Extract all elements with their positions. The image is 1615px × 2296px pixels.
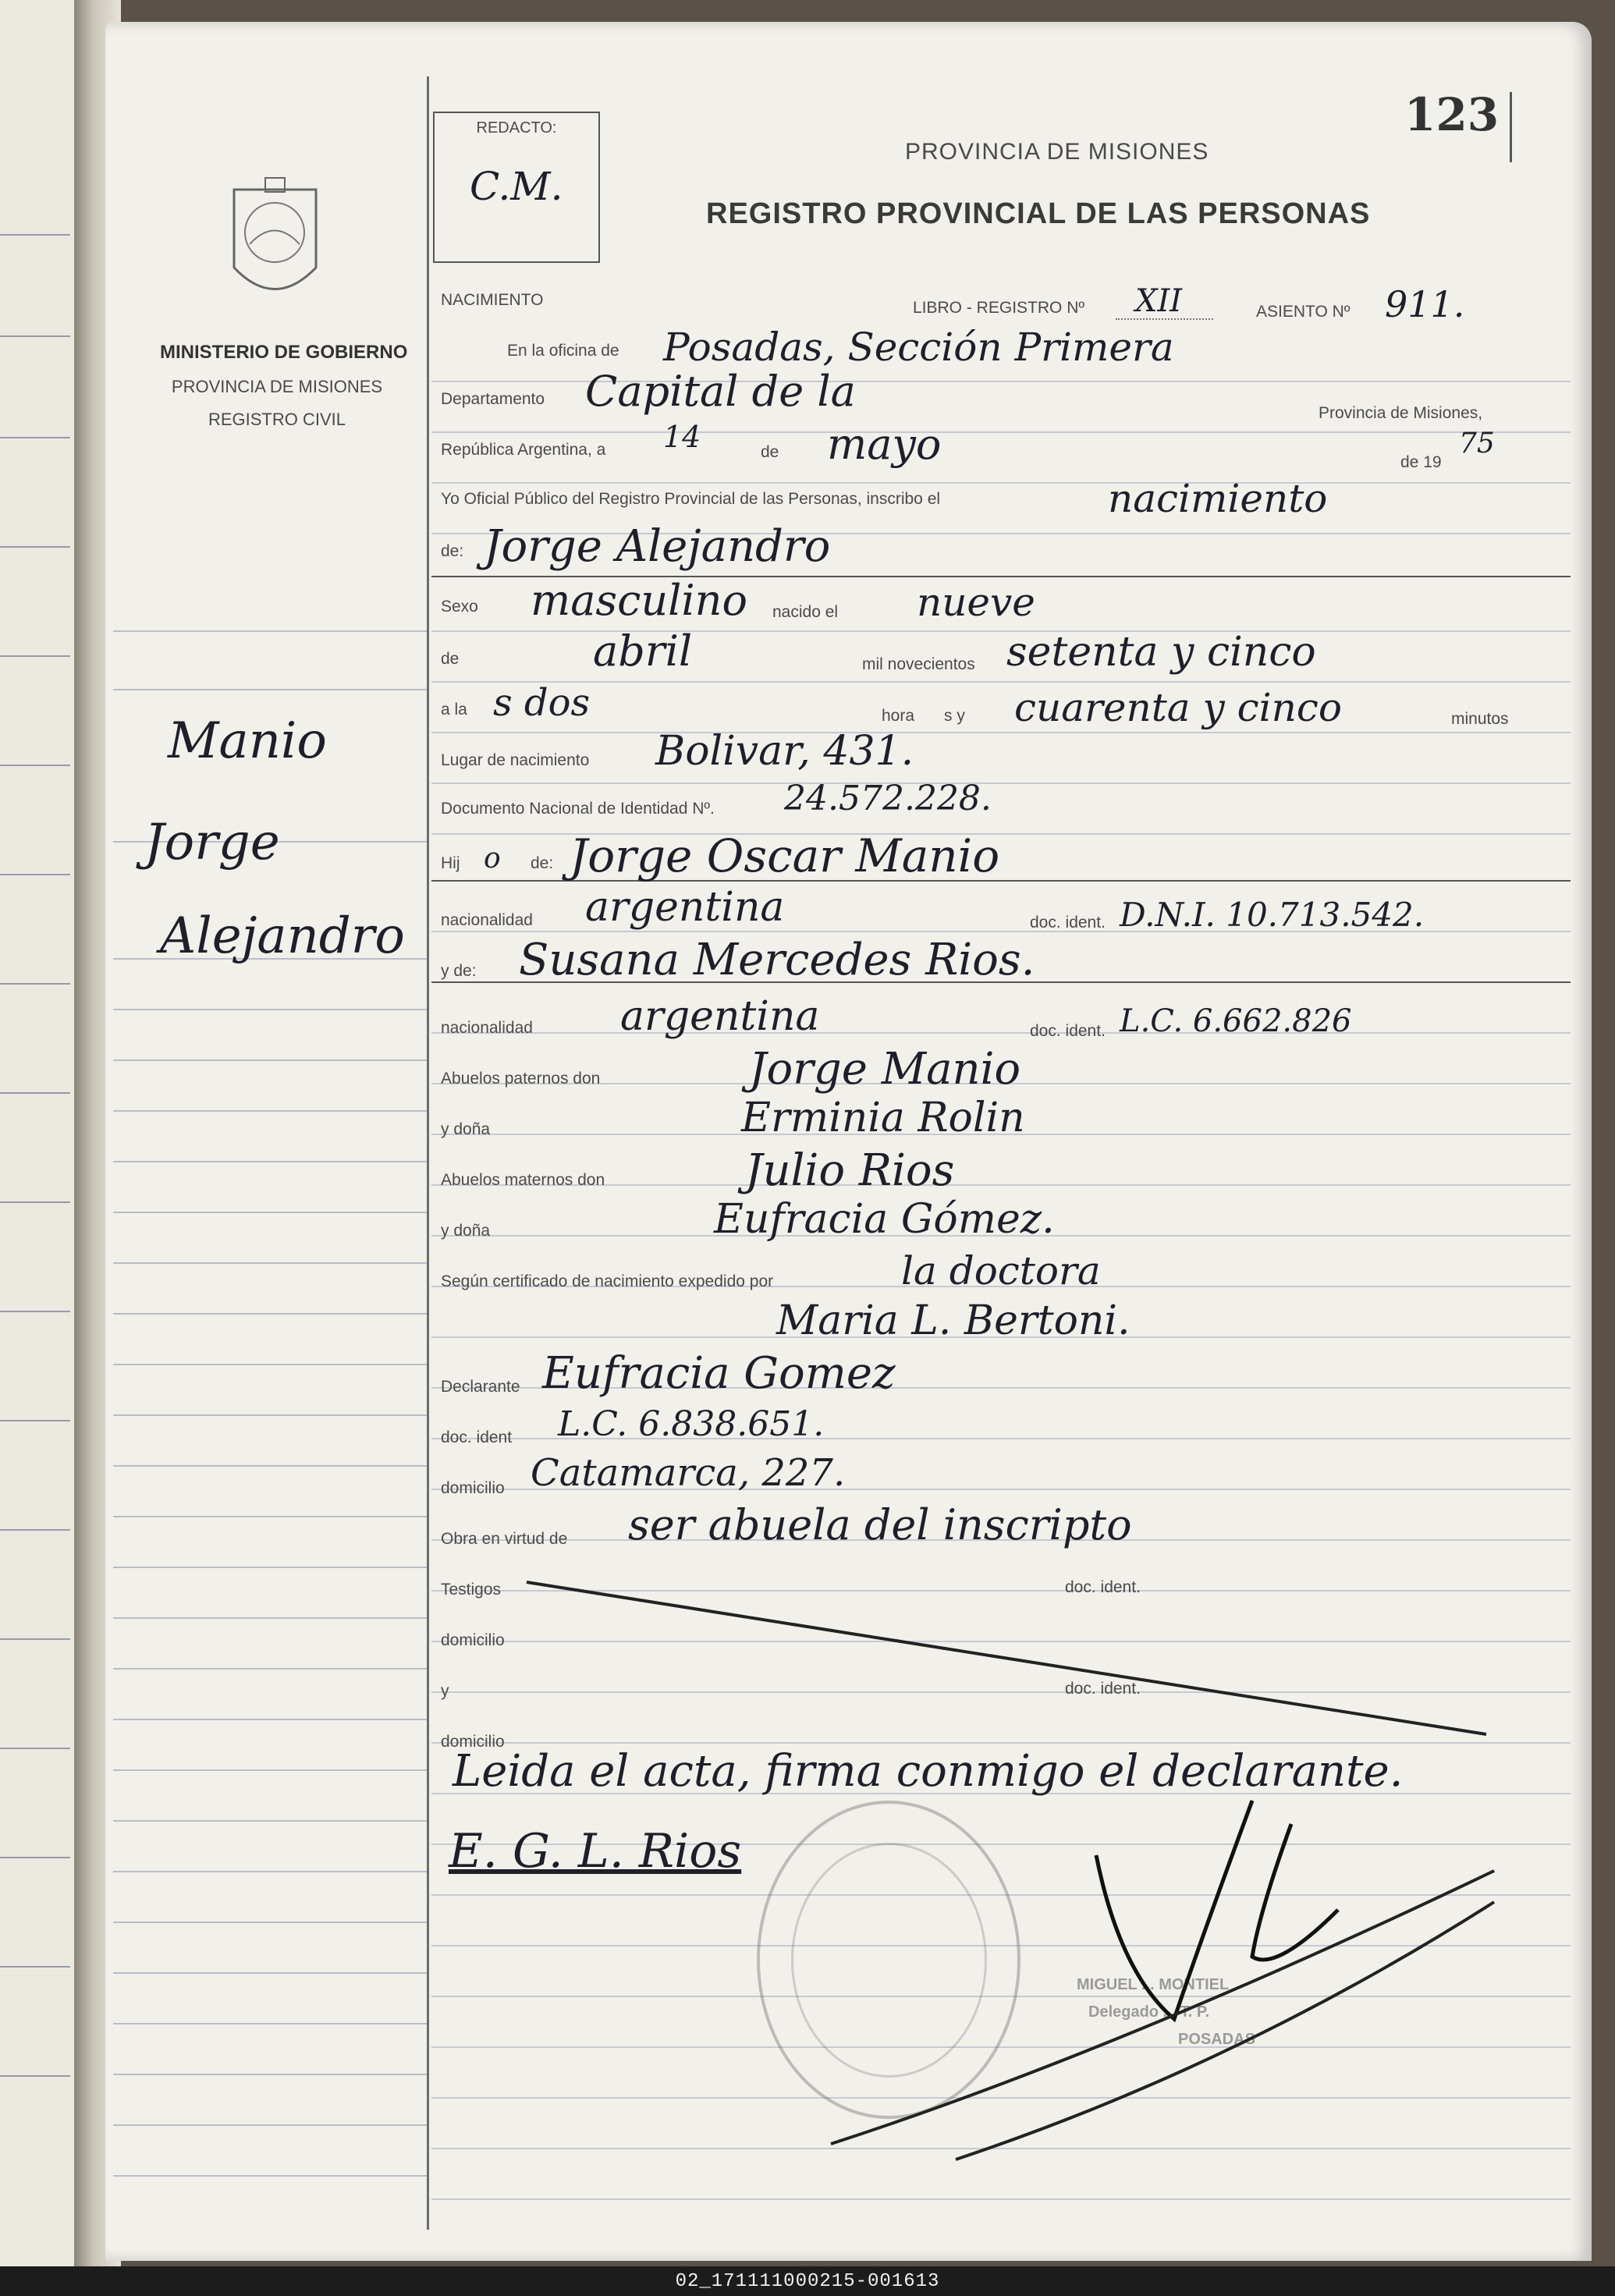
maternal-grandmother-label: y doña xyxy=(441,1222,491,1240)
previous-page-edge xyxy=(0,0,76,2266)
folio-number: 123 xyxy=(1404,88,1500,141)
oficina-value: Posadas, Sección Primera xyxy=(663,325,1174,370)
declarante-address: Catamarca, 227. xyxy=(531,1451,846,1495)
declarante-address-label: domicilio xyxy=(441,1479,505,1497)
certificate-issuer: la doctora xyxy=(901,1248,1101,1293)
birth-month-2: abril xyxy=(593,626,693,676)
departamento-label: Departamento xyxy=(441,390,545,408)
image-id-caption: 02_171111000215-001613 xyxy=(675,2271,940,2292)
birth-day: 14 xyxy=(663,420,701,454)
declarante-name: Eufracia Gomez xyxy=(542,1348,896,1399)
hijo-suffix: o xyxy=(484,843,501,875)
declarante-doc-label: doc. ident xyxy=(441,1428,513,1446)
margin-first-name: Jorge xyxy=(144,814,280,871)
mother-nationality-label: nacionalidad xyxy=(441,1019,533,1037)
republica-label: República Argentina, a xyxy=(441,441,606,459)
asiento-label: ASIENTO Nº xyxy=(1256,303,1351,321)
departamento-value: Capital de la xyxy=(585,367,856,416)
oficina-label: En la oficina de xyxy=(507,342,619,360)
hijo-label: Hij xyxy=(441,854,460,872)
de-label: de xyxy=(761,443,779,461)
minutos-value: cuarenta y cinco xyxy=(1014,685,1342,730)
mother-doc-label: doc. ident. xyxy=(1030,1022,1106,1040)
maternal-grandfather-label: Abuelos maternos don xyxy=(441,1171,605,1189)
register-page xyxy=(105,22,1592,2261)
registrant-name: Jorge Alejandro xyxy=(484,521,831,572)
father-doc: D.N.I. 10.713.542. xyxy=(1120,896,1425,934)
official-signature xyxy=(105,22,1592,2261)
paternal-grandmother: Erminia Rolin xyxy=(741,1095,1025,1141)
horas-value: s dos xyxy=(493,681,591,725)
act-type: nacimiento xyxy=(1108,476,1328,521)
witness-address-label: domicilio xyxy=(441,1631,505,1649)
maternal-grandfather: Julio Rios xyxy=(745,1145,955,1196)
ministry-civil-registry: REGISTRO CIVIL xyxy=(208,410,346,429)
obra-label: Obra en virtud de xyxy=(441,1530,568,1548)
certificate-doctor: Maria L. Bertoni. xyxy=(776,1297,1130,1344)
libro-label: LIBRO - REGISTRO Nº xyxy=(913,299,1085,317)
declarante-doc: L.C. 6.838.651. xyxy=(558,1404,825,1444)
maternal-grandmother: Eufracia Gómez. xyxy=(714,1196,1055,1243)
official-stamp-city: POSADAS xyxy=(1178,2031,1255,2048)
paternal-grandfather-label: Abuelos paternos don xyxy=(441,1070,601,1088)
paternal-grandfather: Jorge Manio xyxy=(749,1044,1021,1095)
mother-name: Susana Mercedes Rios. xyxy=(519,935,1035,985)
obra-value: ser abuela del inscripto xyxy=(628,1500,1132,1549)
registry-title: REGISTRO PROVINCIAL DE LAS PERSONAS xyxy=(706,197,1371,230)
ministry-name: MINISTERIO DE GOBIERNO xyxy=(160,342,408,363)
father-doc-label: doc. ident. xyxy=(1030,914,1106,932)
oficial-label: Yo Oficial Público del Registro Provincial de las Personas, inscribo el xyxy=(441,490,941,508)
registrant-label: de: xyxy=(441,542,464,560)
libro-value: XII xyxy=(1135,283,1183,319)
second-witness-doc-label: doc. ident. xyxy=(1065,1680,1141,1698)
lugar-value: Bolivar, 431. xyxy=(655,728,914,775)
father-nationality-label: nacionalidad xyxy=(441,911,533,929)
declarant-signature: E. G. L. Rios xyxy=(449,1824,742,1879)
sexo-label: Sexo xyxy=(441,598,478,616)
provincia-label: Provincia de Misiones, xyxy=(1319,404,1483,422)
birth-month: mayo xyxy=(827,420,942,469)
ministry-province: PROVINCIA DE MISIONES xyxy=(171,377,383,396)
nacido-label: nacido el xyxy=(772,603,839,621)
mother-nationality: argentina xyxy=(620,993,820,1040)
sexo-value: masculino xyxy=(531,576,747,625)
asiento-value: 911. xyxy=(1385,283,1465,325)
hijo-de-label: de: xyxy=(531,854,554,872)
minutos-label: minutos xyxy=(1451,710,1509,728)
mil-value: setenta y cinco xyxy=(1006,629,1316,676)
province-header: PROVINCIA DE MISIONES xyxy=(905,139,1209,165)
witnesses-label: Testigos xyxy=(441,1581,502,1599)
ala-label: a la xyxy=(441,701,467,719)
second-witness-label: y xyxy=(441,1682,449,1700)
lugar-label: Lugar de nacimiento xyxy=(441,751,590,769)
year-prefix-label: de 19 xyxy=(1400,453,1442,471)
certificate-label: Según certificado de nacimiento expedido por xyxy=(441,1272,774,1290)
closing-statement: Leida el acta, firma conmigo el declarante. xyxy=(453,1746,1404,1797)
declarante-label: Declarante xyxy=(441,1378,520,1396)
nacido-value: nueve xyxy=(917,580,1035,625)
margin-surname: Manio xyxy=(168,712,327,770)
redacto-value: C.M. xyxy=(470,164,563,209)
mother-doc: L.C. 6.662.826 xyxy=(1120,1003,1352,1039)
dni-label: Documento Nacional de Identidad Nº. xyxy=(441,800,715,818)
official-stamp-role: Delegado ... T. P. xyxy=(1088,2003,1210,2021)
hora-label: hora xyxy=(882,707,915,725)
redacto-label: REDACTO: xyxy=(476,119,557,137)
mother-label: y de: xyxy=(441,962,477,980)
birth-year: 75 xyxy=(1459,428,1495,460)
nacimiento-label: NACIMIENTO xyxy=(441,291,544,309)
second-witness-address-label: domicilio xyxy=(441,1733,505,1751)
margin-middle-name: Alejandro xyxy=(160,907,405,965)
y-label: s y xyxy=(944,707,965,725)
father-nationality: argentina xyxy=(585,884,785,931)
de2-label: de xyxy=(441,650,460,668)
witness-doc-label: doc. ident. xyxy=(1065,1578,1141,1596)
father-name: Jorge Oscar Manio xyxy=(570,829,1000,882)
paternal-grandmother-label: y doña xyxy=(441,1120,491,1138)
dni-value: 24.572.228. xyxy=(784,779,992,818)
official-stamp-name: MIGUEL ... MONTIEL xyxy=(1077,1976,1230,1993)
mil-label: mil novecientos xyxy=(862,655,975,673)
footer-bar xyxy=(0,2266,1615,2296)
